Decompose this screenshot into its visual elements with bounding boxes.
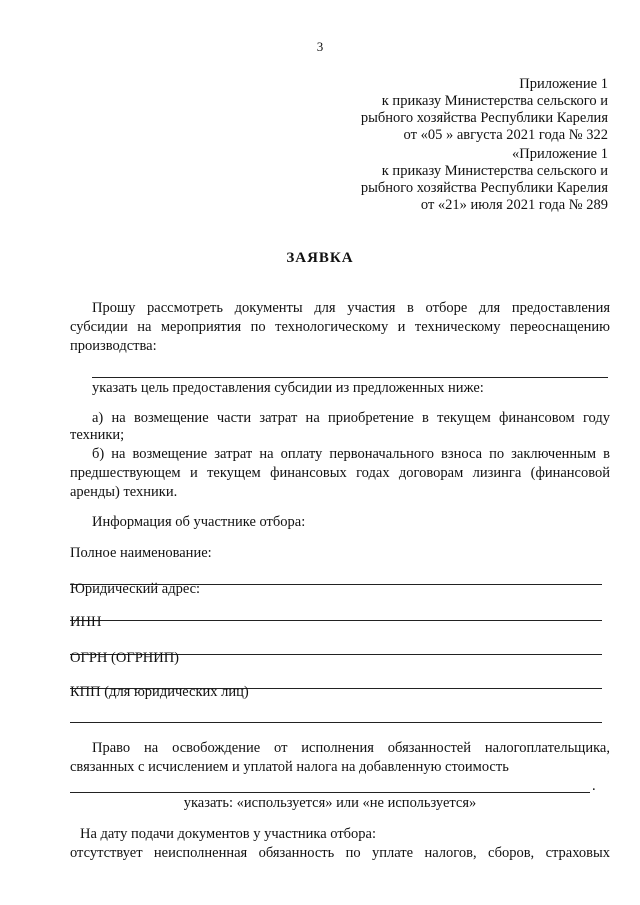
intro-line-3: производства: xyxy=(70,338,157,354)
option-b-line-2: предшествующем и текущем финансовых годах договорам лизинга (финансовой xyxy=(70,465,610,481)
full-name-label: Полное наименование: xyxy=(70,545,212,561)
legal-address-label: Юридический адрес: xyxy=(70,581,201,597)
header-line-8: от «21» июля 2021 года № 289 xyxy=(420,197,608,213)
option-b-line-3: аренды) техники. xyxy=(70,484,178,500)
header-line-7: рыбного хозяйства Республики Карелия xyxy=(360,180,608,196)
inn-label: ИНН xyxy=(70,614,102,630)
header-line-2: к приказу Министерства сельского и xyxy=(381,93,608,109)
header-line-5: «Приложение 1 xyxy=(512,146,608,162)
header-line-4: от «05 » августа 2021 года № 322 xyxy=(403,127,608,143)
option-b-line-1: б) на возмещение затрат на оплату первоначального взноса по заключенным в xyxy=(92,446,610,462)
vat-line-1: Право на освобождение от исполнения обязанностей налогоплательщика, xyxy=(92,740,610,756)
option-a-line-2: техники; xyxy=(70,427,125,443)
option-a-line-1: а) на возмещение части затрат на приобретение в текущем финансовом году xyxy=(92,410,610,426)
vat-end-mark: . xyxy=(592,778,596,794)
filing-line-1: На дату подачи документов у участника отбора: xyxy=(80,826,377,842)
purpose-field-line[interactable] xyxy=(92,377,608,378)
participant-info-heading: Информация об участнике отбора: xyxy=(92,514,306,530)
kpp-label: КПП (для юридических лиц) xyxy=(70,684,249,700)
filing-line-2: отсутствует неисполненная обязанность по уплате налогов, сборов, страховых xyxy=(70,845,610,861)
legal-address-field-line[interactable] xyxy=(70,620,602,621)
page-number: 3 xyxy=(316,39,324,54)
purpose-hint: указать цель предоставления субсидии из предложенных ниже: xyxy=(92,380,484,396)
vat-field-line[interactable] xyxy=(70,792,590,793)
kpp-field-line[interactable] xyxy=(70,722,602,723)
intro-line-1: Прошу рассмотреть документы для участия в отборе для предоставления xyxy=(92,300,610,316)
vat-hint: указать: «используется» или «не используется» xyxy=(183,795,477,811)
header-line-6: к приказу Министерства сельского и xyxy=(381,163,608,179)
vat-line-2: связанных с исчислением и уплатой налога на добавленную стоимость xyxy=(70,759,509,775)
header-line-1: Приложение 1 xyxy=(519,76,608,92)
document-title: ЗАЯВКА xyxy=(286,250,354,266)
header-line-3: рыбного хозяйства Республики Карелия xyxy=(360,110,608,126)
ogrn-label: ОГРН (ОГРНИП) xyxy=(70,650,180,666)
intro-line-2: субсидии на мероприятия по технологическому и техническому переоснащению xyxy=(70,319,610,335)
